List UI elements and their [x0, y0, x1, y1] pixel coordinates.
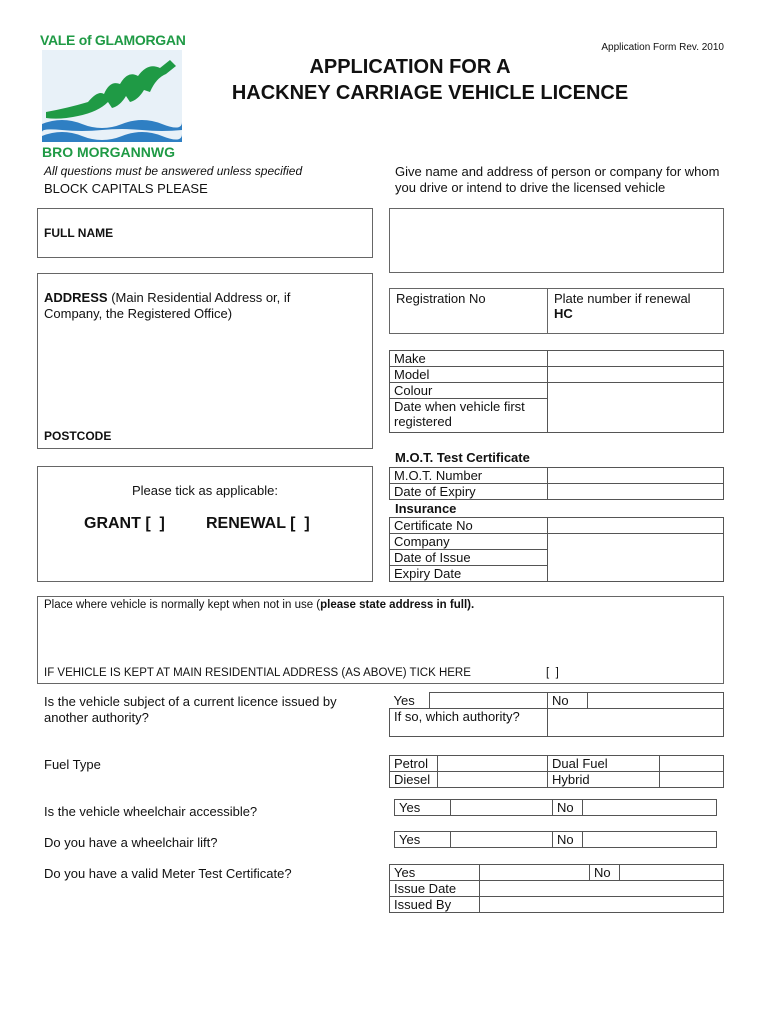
meter-issued-by-input[interactable] [480, 897, 724, 913]
grant-renewal-box [37, 466, 373, 582]
cert-no-label: Certificate No [390, 518, 548, 534]
full-name-label: FULL NAME [44, 226, 114, 240]
which-authority-label: If so, which authority? [390, 709, 548, 737]
lift-table [394, 831, 717, 848]
first-reg-label: Date when vehicle first registered [390, 399, 548, 433]
block-caps-note: BLOCK CAPITALS PLEASE [44, 181, 208, 196]
logo-bottom-text: BRO MORGANNWG [42, 144, 175, 160]
employer-field[interactable] [389, 208, 724, 273]
renewal-checkbox[interactable]: RENEWAL [ ] [206, 515, 310, 532]
wheelchair-yes-box[interactable] [451, 800, 553, 816]
meter-yes-box[interactable] [480, 865, 590, 881]
other-authority-table [389, 692, 724, 737]
no-label: No [548, 693, 588, 709]
kept-tick-box[interactable]: [ ] [546, 667, 559, 679]
company-label: Company [390, 534, 548, 550]
meter-no-label: No [590, 865, 620, 881]
mot-heading: M.O.T. Test Certificate [395, 450, 530, 465]
petrol-box[interactable] [438, 756, 548, 772]
registration-box [389, 288, 724, 334]
cert-no-input[interactable] [548, 518, 724, 534]
petrol-label: Petrol [390, 756, 438, 772]
plate-label: Plate number if renewal [554, 291, 691, 306]
wheelchair-no-box[interactable] [583, 800, 717, 816]
lift-no-box[interactable] [583, 832, 717, 848]
authority-no-box[interactable] [588, 693, 724, 709]
reg-no-label: Registration No [396, 291, 486, 306]
logo-top-text: VALE of GLAMORGAN [40, 32, 186, 48]
insurance-heading: Insurance [395, 501, 457, 516]
address-label: ADDRESS (Main Residential Address or, if Company, the Registered Office) [44, 290, 291, 321]
give-name-note: Give name and address of person or company for whom you drive or intend to drive the licensed vehicle [395, 164, 720, 195]
other-authority-question: Is the vehicle subject of a current licence issued by another authority? [44, 694, 337, 725]
diesel-box[interactable] [438, 772, 548, 788]
page-title-line1: APPLICATION FOR A [309, 56, 511, 78]
page-title-line2: HACKNEY CARRIAGE VEHICLE LICENCE [231, 82, 629, 104]
vehicle-table [389, 350, 724, 433]
full-name-field[interactable] [37, 208, 373, 258]
plate-field[interactable] [548, 289, 724, 333]
mot-expiry-label: Date of Expiry [390, 484, 548, 500]
lift-yes-box[interactable] [451, 832, 553, 848]
authority-yes-box[interactable] [430, 693, 548, 709]
hybrid-label: Hybrid [548, 772, 660, 788]
wheelchair-no-label: No [553, 800, 583, 816]
insurance-table [389, 517, 724, 582]
meter-yes-label: Yes [390, 865, 480, 881]
meter-no-box[interactable] [620, 865, 724, 881]
colour-label: Colour [390, 383, 548, 399]
mot-expiry-input[interactable] [548, 484, 724, 500]
fuel-type-label: Fuel Type [44, 757, 101, 772]
tick-label: Please tick as applicable: [132, 483, 278, 498]
meter-table [389, 864, 724, 913]
vehicle-kept-field[interactable] [37, 596, 724, 684]
council-logo [38, 30, 186, 160]
postcode-label: POSTCODE [44, 429, 112, 443]
hybrid-box[interactable] [660, 772, 724, 788]
insurance-details-input[interactable] [548, 534, 724, 582]
ins-expiry-label: Expiry Date [390, 566, 548, 582]
issue-date-label: Date of Issue [390, 550, 548, 566]
lift-question: Do you have a wheelchair lift? [44, 835, 218, 850]
lift-yes-label: Yes [395, 832, 451, 848]
kept-label: Place where vehicle is normally kept when not in use (please state address in full). [44, 599, 475, 611]
wheelchair-table [394, 799, 717, 816]
mot-table [389, 467, 724, 500]
dual-fuel-label: Dual Fuel [548, 756, 660, 772]
which-authority-input[interactable] [548, 709, 724, 737]
address-field[interactable] [37, 273, 373, 449]
model-label: Model [390, 367, 548, 383]
meter-question: Do you have a valid Meter Test Certificate? [44, 866, 292, 881]
colour-date-input[interactable] [548, 383, 724, 433]
dragon-waves-icon [38, 50, 186, 150]
kept-tick-label: IF VEHICLE IS KEPT AT MAIN RESIDENTIAL ADDRESS (AS ABOVE) TICK HERE [44, 667, 471, 679]
meter-issued-by-label: Issued By [390, 897, 480, 913]
questions-note: All questions must be answered unless specified [44, 164, 303, 178]
reg-no-field[interactable] [390, 289, 548, 333]
meter-issue-date-input[interactable] [480, 881, 724, 897]
wheelchair-question: Is the vehicle wheelchair accessible? [44, 804, 258, 819]
plate-prefix: HC [554, 306, 573, 321]
yes-label: Yes [393, 692, 415, 708]
dual-fuel-box[interactable] [660, 756, 724, 772]
fuel-type-table [389, 755, 724, 788]
mot-number-input[interactable] [548, 468, 724, 484]
make-label: Make [390, 351, 548, 367]
meter-issue-date-label: Issue Date [390, 881, 480, 897]
grant-checkbox[interactable]: GRANT [ ] [84, 515, 165, 532]
make-input[interactable] [548, 351, 724, 367]
diesel-label: Diesel [390, 772, 438, 788]
mot-number-label: M.O.T. Number [390, 468, 548, 484]
model-input[interactable] [548, 367, 724, 383]
wheelchair-yes-label: Yes [395, 800, 451, 816]
lift-no-label: No [553, 832, 583, 848]
form-revision: Application Form Rev. 2010 [601, 42, 724, 53]
